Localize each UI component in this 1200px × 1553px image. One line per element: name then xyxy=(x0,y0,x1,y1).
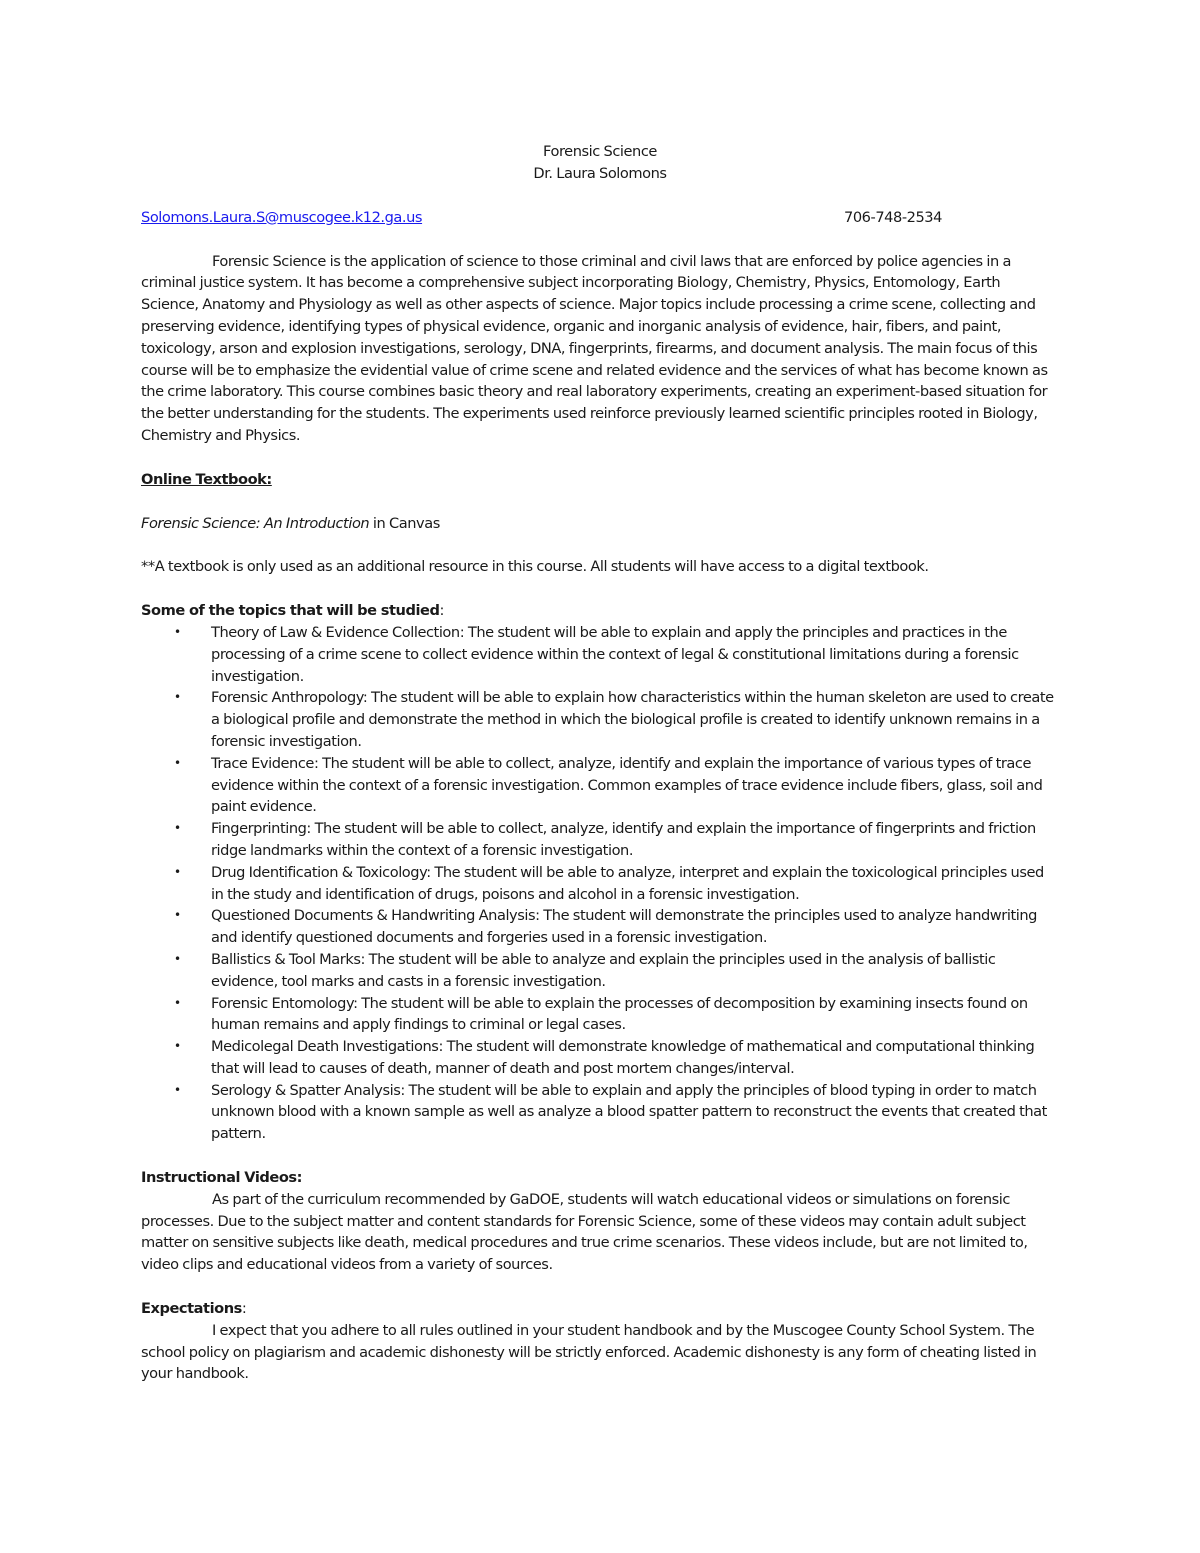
textbook-heading-line xyxy=(141,469,1059,491)
textbook-location: in Canvas xyxy=(369,514,440,532)
textbook-note: **A textbook is only used as an additional resource in this course. All students will have access to a digital textbook. xyxy=(141,558,929,576)
list-item xyxy=(141,753,1059,818)
topic-text: Trace Evidence: The student will be able to collect, analyze, identify and explain the importance of various types of trace evidence within the context of a forensic investigation. Common examples of trace evidence include fibers, glass, soil and paint evidence. xyxy=(211,754,1043,816)
email-link[interactable]: Solomons.Laura.S@muscogee.k12.ga.us xyxy=(141,208,423,226)
list-item xyxy=(141,993,1059,1037)
contact-line xyxy=(141,207,1059,229)
intro-paragraph: Forensic Science is the application of science to those criminal and civil laws that are enforced by police agencies in a criminal justice system. It has become a comprehensive subject incorporating Biology, Chemistry, Physics, Entomology, Earth Science, Anatomy and Physiology as well as other aspects of science. Major topics include processing a crime scene, collecting and preserving evidence, identifying types of physical evidence, organic and inorganic analysis of evidence, hair, fibers, and paint, toxicology, arson and explosion investigations, serology, DNA, fingerprints, firearms, and document analysis. The main focus of this course will be to emphasize the evidential value of crime scene and related evidence and the services of what has become known as the crime laboratory. This course combines basic theory and real laboratory experiments, creating an experiment-based situation for the better understanding for the students. The experiments used reinforce previously learned scientific principles rooted in Biology, Chemistry and Physics. xyxy=(141,252,1048,444)
list-item xyxy=(141,1080,1059,1145)
topic-text: Forensic Anthropology: The student will be able to explain how characteristics within the human skeleton are used to create a biological profile and demonstrate the method in which the biological profile is created to identify unknown remains in a forensic investigation. xyxy=(211,689,1054,750)
syllabus-page xyxy=(141,141,1059,1385)
bullet-icon: • xyxy=(174,1082,181,1097)
topic-text: Medicolegal Death Investigations: The student will demonstrate knowledge of mathematical and computational thinking that will lead to causes of death, manner of death and post mortem changes/interval. xyxy=(211,1038,1035,1077)
topic-text: Forensic Entomology: The student will be able to explain the processes of decomposition by examining insects found on human remains and apply findings to criminal or legal cases. xyxy=(211,994,1028,1034)
list-item xyxy=(141,1036,1059,1080)
videos-paragraph: As part of the curriculum recommended by GaDOE, students will watch educational videos or simulations on forensic processes. Due to the subject matter and content standards for Forensic Science, some of these videos may contain adult subject matter on sensitive subjects like death, medical procedures and true crime scenarios. These videos include, but are not limited to, video clips and educational videos from a variety of sources. xyxy=(141,1190,1028,1274)
topics-heading-suffix: : xyxy=(439,602,444,620)
bullet-icon: • xyxy=(174,1039,181,1054)
phone-number: 706-748-2534 xyxy=(844,208,942,226)
bullet-icon: • xyxy=(174,951,181,966)
topic-text: Theory of Law & Evidence Collection: The student will be able to explain and apply the principles and practices in the processing of a crime scene to collect evidence within the context of legal & constitutional limitations during a forensic investigation. xyxy=(211,623,1019,685)
textbook-heading: Online Textbook: xyxy=(141,470,272,488)
course-title: Forensic Science xyxy=(543,143,657,160)
document-header xyxy=(141,141,1059,185)
list-item xyxy=(141,862,1059,906)
topic-text: Ballistics & Tool Marks: The student will be able to analyze and explain the principles used in the analysis of ballistic evidence, tool marks and casts in a forensic investigation. xyxy=(211,950,996,990)
topic-text: Serology & Spatter Analysis: The student will be able to explain and apply the principles of blood typing in order to match unknown blood with a known sample as well as analyze a blood spatter pattern to reconstruct the events that created that pattern. xyxy=(211,1081,1047,1143)
expectations-paragraph: I expect that you adhere to all rules outlined in your student handbook and by the Muscogee County School System. The school policy on plagiarism and academic dishonesty will be strictly enforced. Academic dishonesty is any form of cheating listed in your handbook. xyxy=(141,1321,1037,1383)
bullet-icon: • xyxy=(174,995,181,1010)
list-item xyxy=(141,905,1059,949)
textbook-title: Forensic Science: An Introduction xyxy=(141,514,370,532)
list-item xyxy=(141,949,1059,993)
bullet-icon: • xyxy=(174,864,181,879)
bullet-icon: • xyxy=(174,821,181,836)
topic-text: Fingerprinting: The student will be able to collect, analyze, identify and explain the importance of fingerprints and friction ridge landmarks within the context of a forensic investigation. xyxy=(211,820,1036,859)
textbook-line xyxy=(141,513,1059,535)
bullet-icon: • xyxy=(174,908,181,923)
instructor-name: Dr. Laura Solomons xyxy=(533,164,667,182)
bullet-icon: • xyxy=(174,690,181,705)
topics-heading: Some of the topics that will be studied xyxy=(141,602,440,620)
expectations-heading-line xyxy=(141,1298,1059,1320)
videos-heading: Instructional Videos: xyxy=(141,1169,303,1187)
bullet-icon: • xyxy=(174,624,181,639)
videos-heading-line xyxy=(141,1167,1059,1189)
topics-list xyxy=(141,622,1059,1145)
topics-heading-line xyxy=(141,600,1059,622)
list-item xyxy=(141,622,1059,687)
expectations-heading: Expectations xyxy=(141,1300,242,1318)
list-item xyxy=(141,687,1059,752)
bullet-icon: • xyxy=(174,755,181,770)
list-item xyxy=(141,818,1059,862)
topic-text: Drug Identification & Toxicology: The student will be able to analyze, interpret and explain the toxicological principles used in the study and identification of drugs, poisons and alcohol in a forensic investigation. xyxy=(211,863,1044,903)
topic-text: Questioned Documents & Handwriting Analysis: The student will demonstrate the principles used to analyze handwriting and identify questioned documents and forgeries used in a forensic investigation. xyxy=(211,907,1037,947)
expectations-heading-suffix: : xyxy=(241,1300,247,1318)
